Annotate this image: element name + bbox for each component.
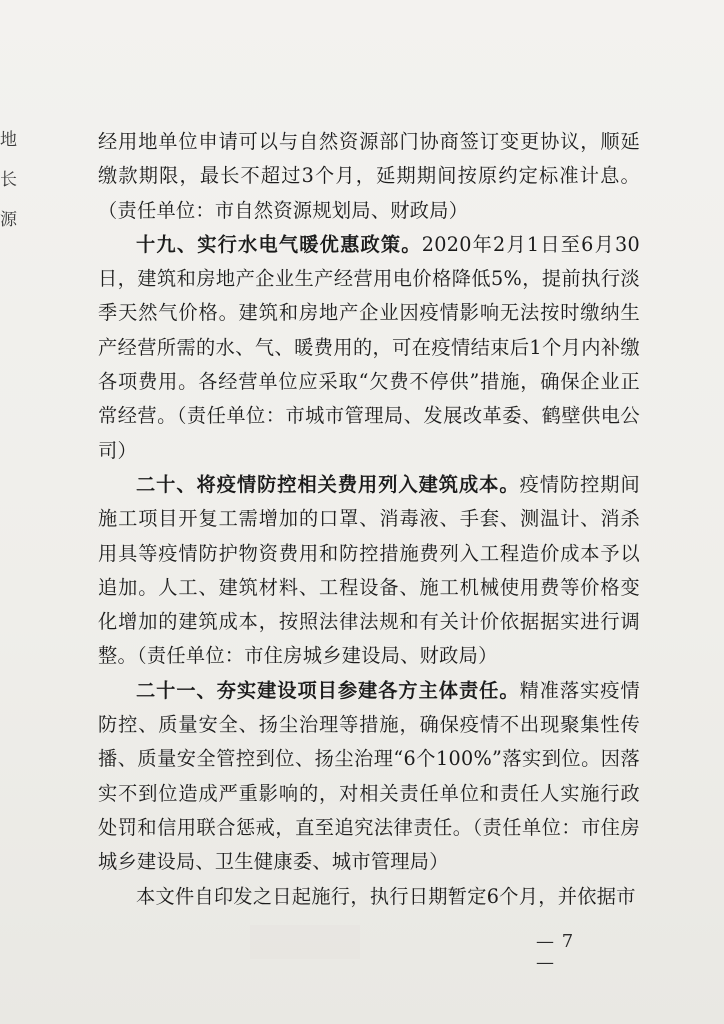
paragraph bbox=[98, 880, 640, 914]
paragraph-text: 精准落实疫情防控、质量安全、扬尘治理等措施，确保疫情不出现聚集性传播、质量安全管控到位、扬尘治理“6个100%”落实到位。因落实不到位造成严重影响的，对相关责任单位和责任人实施行政处罚和信用联合惩戒，直至追究法律责任。（责任单位：市住房城乡建设局、卫生健康委、城市管理局） bbox=[98, 678, 640, 874]
section-heading: 二十一、夯实建设项目参建各方主体责任。 bbox=[136, 678, 520, 702]
page-number: — 7 — bbox=[536, 931, 575, 973]
bleed-char: 地 bbox=[0, 130, 17, 150]
bleed-char: 源 bbox=[0, 210, 17, 230]
document-body bbox=[98, 125, 640, 914]
paragraph bbox=[98, 674, 640, 880]
paragraph-text: 经用地单位申请可以与自然资源部门协商签订变更协议，顺延缴款期限，最长不超过3个月，延期期间按原约定标准计息。（责任单位：市自然资源规划局、财政局） bbox=[98, 130, 640, 222]
paragraph bbox=[98, 468, 640, 674]
paragraph-text: 2020年2月1日至6月30日，建筑和房地产企业生产经营用电价格降低5%，提前执行淡季天然气价格。建筑和房地产企业因疫情影响无法按时缴纳生产经营所需的水、气、暖费用的，可在疫情结束后1个月内补缴各项费用。各经营单位应采取“欠费不停供”措施，确保企业正常经营。（责任单位：市城市管理局、发展改革委、鹤壁供电公司） bbox=[98, 232, 640, 462]
section-heading: 二十、将疫情防控相关费用列入建筑成本。 bbox=[136, 472, 520, 496]
paragraph-text: 本文件自印发之日起施行，执行日期暂定6个月，并依据市 bbox=[136, 884, 636, 908]
section-heading: 十九、实行水电气暖优惠政策。 bbox=[136, 232, 422, 256]
scan-smudge bbox=[250, 925, 360, 959]
paragraph bbox=[98, 228, 640, 468]
bleed-char: 长 bbox=[0, 170, 17, 190]
paragraph bbox=[98, 125, 640, 228]
paragraph-text: 疫情防控期间施工项目开复工需增加的口罩、消毒液、手套、测温计、消杀用具等疫情防护物资费用和防控措施费列入工程造价成本予以追加。人工、建筑材料、工程设备、施工机械使用费等价格变化增加的建筑成本，按照法律法规和有关计价依据据实进行调整。（责任单位：市住房城乡建设局、财政局） bbox=[98, 472, 640, 668]
bleed-through-text bbox=[0, 120, 30, 240]
